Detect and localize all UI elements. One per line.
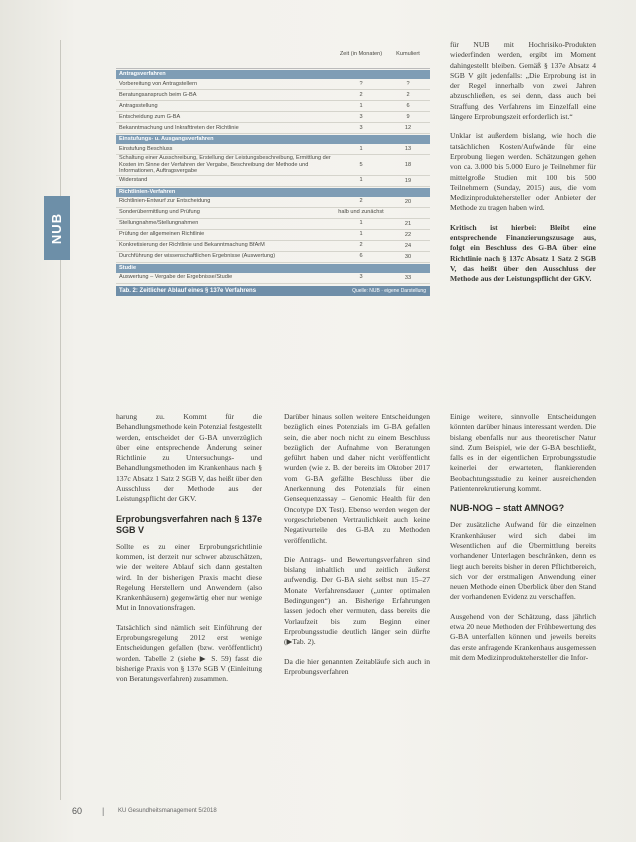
column-right-top bbox=[450, 40, 596, 294]
footer-journal: KU Gesundheitsmanagement 5/2018 bbox=[118, 808, 217, 814]
table-cell-cumulative: 33 bbox=[404, 274, 412, 281]
table-cell-cumulative: 20 bbox=[404, 198, 412, 205]
table-col-time: Zeit (in Monaten) bbox=[339, 50, 383, 57]
table-row bbox=[116, 230, 430, 241]
table-body bbox=[116, 70, 430, 284]
column-middle bbox=[284, 412, 430, 686]
table-cell-label: Entscheidung zum G-BA bbox=[119, 113, 181, 120]
page-number: 60 bbox=[72, 806, 83, 816]
paragraph: Der zusätzliche Aufwand für die einzelnen Krankenhäuser wird sich dabei im Wesentlichen auf die Übermittlung bereits vorhandener Unterlagen beschränken, denn es liegt auch bereits bisher in deren Pflichtbereich, sich vor der erstmaligen Anwendung einer neuen Methode einen Überblick über den Stand der vorhandenen Evidenz zu verschaffen. bbox=[450, 520, 596, 602]
footer-separator: | bbox=[102, 806, 105, 816]
table-cell-cumulative: 12 bbox=[404, 125, 412, 131]
table-row bbox=[116, 101, 430, 112]
table-row bbox=[116, 155, 430, 176]
paragraph: Unklar ist außerdem bislang, wie hoch die tatsächlichen Kosten/Aufwände für eine Erprobung liegen werden. Schätzungen gehen von ca. 3.000 bis 5.000 Euro je Teilnehmer für mittelgroße Studien mit 100 bis 500 Teilnehmern (Sunday, 2015) aus, die vom Medizinproduktehersteller oder Anbieter der Methode zu tragen haben wird. bbox=[450, 131, 596, 213]
table-cell-time: 1 bbox=[359, 231, 363, 238]
table-cell-cumulative: 21 bbox=[404, 220, 412, 227]
table-cell-label: Schaltung einer Ausschreibung, Erstellung der Leistungsbeschreibung, Ermittlung der Kosten im Sinne der Verfahren der Vergabe, Beschreibung der Methode und Informationen, Auftragsvergabe bbox=[119, 155, 331, 174]
table-row bbox=[116, 208, 430, 219]
paragraph: Darüber hinaus sollen weitere Entscheidungen bezüglich eines Potenzials im G-BA gefallen sein, die aber noch nicht zu einem Beschluss bezüglich der Aufnahme von Beratungen geführt haben und daher nicht veröffentlicht wurden (wie z. B. der bereits im Oktober 2017 vom G-BA gefällte Beschluss über die Anerkennung des Potenzials für einen Gensequenzassay – Genomic Health für den Oncotype DX Test). Ebenso werden wegen der vorgeschriebenen Vertraulichkeit auch keine Negativurteile des G-BA zu Methoden veröffentlicht. bbox=[284, 412, 430, 545]
table-row bbox=[116, 252, 430, 263]
paragraph-emphasis: Kritisch ist hierbei: Bleibt eine entsprechende Finanzierungszusage aus, folgt ein Beschluss des G-BA über eine Richtlinie nach § 137c Absatz 1 Satz 2 SGB V, das heißt über den Ausschluss der Methode aus der Leistungspflicht der GKV. bbox=[450, 222, 596, 284]
table-cell-cumulative: ? bbox=[406, 81, 410, 87]
table-cell-label: Widerstand bbox=[119, 177, 148, 184]
margin-divider bbox=[60, 40, 61, 800]
column-right-bottom bbox=[450, 412, 596, 672]
paragraph: Ausgehend von der Schätzung, dass jährlich etwa 20 neue Methoden der Frühbewertung des G-BA unterfallen können und jeweils bereits das erste anfragende Krankenhaus ausgemessen mit dem Medizinproduktehersteller die Infor- bbox=[450, 611, 596, 662]
table-cell-time: 2 bbox=[359, 242, 363, 249]
table-cell-label: Einstufung Beschluss bbox=[119, 145, 173, 152]
table-caption bbox=[116, 286, 430, 296]
table-cell-time: 1 bbox=[359, 177, 363, 184]
table-cell-label: Beratungsanspruch beim G-BA bbox=[119, 91, 197, 98]
table-caption-title: Tab. 2: Zeitlicher Ablauf eines § 137e Verfahrens bbox=[119, 287, 257, 294]
table-row bbox=[116, 176, 430, 187]
column-left bbox=[116, 412, 262, 694]
table-row bbox=[116, 273, 430, 284]
table-cell-cumulative: 22 bbox=[404, 231, 412, 238]
table-cell-cumulative: 24 bbox=[404, 242, 412, 249]
table-cell-time: 2 bbox=[359, 198, 363, 205]
table-section-header: Antragsverfahren bbox=[116, 70, 430, 79]
table-cell-label: Bekanntmachung und Inkrafttreten der Richtlinie bbox=[119, 124, 239, 131]
table-cell-cumulative: 30 bbox=[404, 253, 412, 260]
table-row bbox=[116, 219, 430, 230]
section-tab-label: NUB bbox=[49, 212, 65, 244]
table-cell-cumulative: 9 bbox=[406, 114, 410, 120]
table-cell-label: Sonderübermittlung und Prüfung bbox=[119, 209, 200, 216]
table-cell-time: 1 bbox=[359, 102, 363, 109]
table-cell-cumulative: 18 bbox=[404, 161, 412, 168]
paragraph: Die Antrags- und Bewertungsverfahren sind bislang inhaltlich und zeitlich äußerst aufwendig. Der G-BA sieht selbst nun 15–27 Monate Verfahrensdauer („unter optimalen Bedingungen“) an. Bisherige Erfahrungen lassen jedoch eher vermuten, dass bereits die Vorlaufzeit bis zum Beginn einer Erprobungsstudie deutlich länger sein dürfte (▶Tab. 2). bbox=[284, 554, 430, 647]
table-row bbox=[116, 79, 430, 90]
table-cell-time: ? bbox=[359, 80, 363, 87]
table-cell-label: Stellungnahme/Stellungnahmen bbox=[119, 220, 199, 227]
table-cell-label: Vorbereitung von Antragstellern bbox=[119, 80, 198, 87]
table-cell-time: 1 bbox=[359, 145, 363, 152]
paragraph: Da die hier genannten Zeitabläufe sich auch in Erprobungsverfahren bbox=[284, 656, 430, 676]
table-col-cumulative: Kumuliert bbox=[396, 50, 420, 57]
table-row bbox=[116, 197, 430, 208]
table-row bbox=[116, 241, 430, 252]
table-cell-time: 3 bbox=[359, 113, 363, 120]
table-cell-time: 2 bbox=[359, 91, 363, 98]
paragraph: Sollte es zu einer Erprobungsrichtlinie kommen, ist derzeit nur schwer abzuschätzen, wie der weitere Ablauf sich dann gestalten wird. In der bisherigen Praxis macht diese Regelung Herstellern und Anwendern (also Krankenhäusern) gegenwärtig eher nur wenige Mut in Innovationsfragen. bbox=[116, 541, 262, 613]
table-cell-cumulative: 6 bbox=[406, 103, 410, 109]
table-cell-cumulative: 19 bbox=[404, 177, 412, 184]
paragraph: Tatsächlich sind nämlich seit Einführung der Erprobungsregelung 2012 erst wenige Entscheidungen gefallen (bzw. veröffentlicht) worden. Tabelle 2 (siehe ▶ S. 59) fasst die bisherige Praxis von § 137e SGB V (Einleitung von Beratungsverfahren) zusammen. bbox=[116, 622, 262, 684]
table-cell-label: Prüfung der allgemeinen Richtlinie bbox=[119, 231, 205, 238]
table-cell-label: Konkretisierung der Richtlinie und Bekanntmachung BfArM bbox=[119, 242, 265, 249]
table-cell-label: Auswertung – Vergabe der Ergebnisse/Studie bbox=[119, 274, 233, 281]
paragraph: harung zu. Kommt für die Behandlungsmethode kein Potenzial festgestellt werden, entscheidet der G-BA unverzüglich über eine entsprechende Änderung seiner Richtlinie zu Untersuchungs- und Behandlungsmethoden im Krankenhaus nach § 137c Absatz 1 Satz 2 SGB V, das heißt über den Ausschluss der Methode aus der Leistungspflicht der GKV. bbox=[116, 412, 262, 504]
section-heading: NUB-NOG – statt AMNOG? bbox=[450, 503, 565, 514]
table-caption-source: Quelle: NUB · eigene Darstellung bbox=[352, 287, 426, 294]
table-cell-time: 5 bbox=[359, 161, 363, 168]
table-cell-label: Richtlinien-Entwurf zur Entscheidung bbox=[119, 198, 211, 205]
paragraph: Einige weitere, sinnvolle Entscheidungen könnten darüber hinaus interessant werden. Die bislang ebenfalls nur aus theoretischer Natur sind. Zum Beispiel, wie der G-BA beschließt, falls es in der eigentlichen Erprobungsstudie keinerlei der erwarteten, flankierenden Beobachtungsstudie zu keiner ausreichenden Patientenrekrutierung kommt. bbox=[450, 412, 596, 494]
section-heading: Erprobungsverfahren nach § 137e SGB V bbox=[116, 513, 262, 535]
table-cell-time: 3 bbox=[359, 274, 363, 281]
paragraph: für NUB mit Hochrisiko-Produkten wiederfinden werden, ergibt im Moment dahingestellt bleiben. Gemäß § 137e Absatz 4 SGB V gilt jedenfalls: „Die Erprobung ist in der Regel innerhalb von zwei Jahren abzuschließen, es sei denn, dass auch bei Straffung des Verfahrens im Einzelfall eine längere Erprobungszeit erforderlich ist.“ bbox=[450, 40, 596, 122]
table-row bbox=[116, 123, 430, 134]
table-cell-time: 6 bbox=[359, 253, 363, 260]
table-cell-time: halb und zunächst bbox=[338, 209, 384, 216]
table-section-header: Einstufungs- u. Ausgangsverfahren bbox=[116, 135, 430, 144]
table-section-header: Studie bbox=[116, 264, 430, 273]
process-table bbox=[116, 40, 430, 296]
table-row bbox=[116, 90, 430, 101]
table-cell-label: Antragsstellung bbox=[119, 102, 158, 109]
table-header bbox=[116, 40, 430, 69]
table-cell-time: 3 bbox=[359, 124, 363, 131]
table-cell-label: Durchführung der wissenschaftlichen Ergebnisse (Auswertung) bbox=[119, 253, 276, 260]
table-section-header: Richtlinien-Verfahren bbox=[116, 188, 430, 197]
table-cell-cumulative: 13 bbox=[404, 146, 412, 152]
table-row bbox=[116, 144, 430, 155]
table-cell-cumulative: 2 bbox=[406, 92, 410, 98]
section-tab bbox=[44, 196, 70, 260]
table-cell-time: 1 bbox=[359, 220, 363, 227]
table-row bbox=[116, 112, 430, 123]
